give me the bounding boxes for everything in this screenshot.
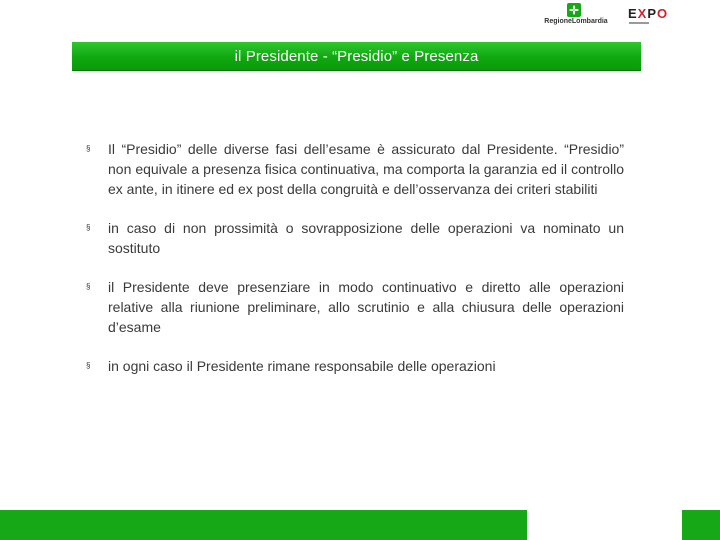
expo-letter-p: P bbox=[647, 6, 658, 21]
bullet-text: il Presidente deve presenziare in modo continuativo e diretto alle operazioni relative alla riunione preliminare, allo scrutinio e alla chiusura delle operazioni d’esame bbox=[108, 279, 624, 335]
footer-green-band bbox=[0, 510, 527, 540]
regione-lombardia-logo bbox=[527, 510, 615, 540]
bullet-text: Il “Presidio” delle diverse fasi dell’esame è assicurato dal Presidente. “Presidio” non equivale a presenza fisica continuativa, ma comporta la garanzia ed il controllo ex ante, in itinere ed ex post della congruità e dell’osservanza dei criteri stabiliti bbox=[108, 141, 624, 197]
expo-wordmark bbox=[628, 6, 668, 21]
list-item bbox=[86, 277, 624, 337]
bullet-text: in ogni caso il Presidente rimane responsabile delle operazioni bbox=[108, 358, 496, 374]
list-item bbox=[86, 139, 624, 199]
bullet-marker: § bbox=[86, 144, 91, 153]
expo-underline bbox=[629, 22, 649, 24]
bullet-marker: § bbox=[86, 361, 91, 370]
expo-letter-x: X bbox=[637, 6, 648, 21]
expo-logo bbox=[615, 510, 682, 540]
slide-title: il Presidente - “Presidio” e Presenza bbox=[234, 47, 479, 65]
expo-letter-o: O bbox=[657, 6, 669, 21]
title-bar bbox=[72, 42, 641, 71]
bullet-text: in caso di non prossimità o sovrapposizione delle operazioni va nominato un sostituto bbox=[108, 220, 624, 256]
bullet-marker: § bbox=[86, 223, 91, 232]
regione-lombardia-wordmark: RegioneLombardia bbox=[544, 18, 608, 25]
expo-letter-e: E bbox=[628, 6, 638, 21]
footer-green-band-right bbox=[682, 510, 720, 540]
list-item bbox=[86, 356, 624, 376]
list-item bbox=[86, 218, 624, 258]
rosa-camuna-icon bbox=[567, 3, 581, 17]
bullet-list bbox=[86, 139, 624, 395]
bullet-marker: § bbox=[86, 282, 91, 291]
footer-bar bbox=[0, 510, 720, 540]
